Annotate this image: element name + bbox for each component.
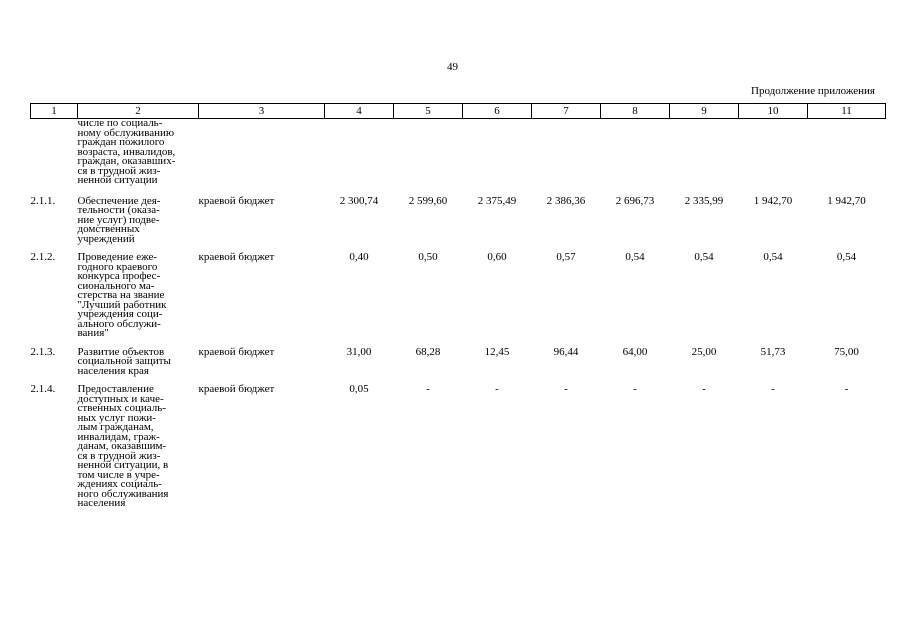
budget-table xyxy=(30,103,886,509)
table-row xyxy=(31,376,886,509)
row-name: Проведение еже- годного краевого конкурса профес- сионального ма- стерства на звание "Лучший работник учреждения соци- ального обслужи- вания" xyxy=(77,251,167,339)
row-value xyxy=(532,119,601,186)
table-row xyxy=(31,186,886,245)
column-header: 7 xyxy=(532,104,601,119)
row-value: - xyxy=(771,383,775,395)
row-number: 2.1.1. xyxy=(30,194,56,207)
row-source xyxy=(199,119,325,186)
row-value: - xyxy=(633,383,637,395)
row-value: 64,00 xyxy=(622,345,648,358)
row-value xyxy=(325,119,394,186)
continuation-label: Продолжение приложения xyxy=(751,85,875,97)
column-header: 11 xyxy=(808,104,886,119)
column-header: 9 xyxy=(670,104,739,119)
page-number: 49 xyxy=(447,61,458,73)
row-value: 2 375,49 xyxy=(477,194,517,207)
row-value: 75,00 xyxy=(834,345,859,358)
row-value: 2 386,36 xyxy=(546,194,586,207)
row-name: Предоставление доступных и каче- ственных социаль- ных услуг пожи- лым гражданам, инвалидам, граж- данам, оказавшим- ся в трудной жиз- ненной ситуации, в том числе в учре- ждениях социаль- ного обслуживания населения xyxy=(77,383,169,509)
row-value: 0,60 xyxy=(487,251,507,263)
row-value: - xyxy=(426,383,430,395)
row-number: 2.1.4. xyxy=(30,383,56,395)
row-value: 0,54 xyxy=(763,251,783,263)
column-header: 4 xyxy=(325,104,394,119)
row-value: - xyxy=(702,383,706,395)
row-value: - xyxy=(495,383,499,395)
row-value: 1 942,70 xyxy=(753,194,793,207)
row-value: 2 300,74 xyxy=(339,194,379,207)
row-source: краевой бюджет xyxy=(198,194,275,207)
row-source: краевой бюджет xyxy=(198,251,275,263)
row-name: Развитие объектов социальной защиты населения края xyxy=(77,345,171,377)
row-value: 25,00 xyxy=(691,345,717,358)
table-row xyxy=(31,119,886,186)
row-value: - xyxy=(564,383,568,395)
row-value xyxy=(601,119,670,186)
row-value xyxy=(808,119,886,186)
row-value: 1 942,70 xyxy=(827,194,866,207)
row-value: 0,05 xyxy=(349,383,369,395)
row-value: 51,73 xyxy=(760,345,786,358)
column-header: 10 xyxy=(739,104,808,119)
row-value: 0,54 xyxy=(836,251,857,263)
column-header: 5 xyxy=(394,104,463,119)
row-value: 0,40 xyxy=(349,251,369,263)
row-name: Обеспечение дея- тельности (оказа- ние услуг) подве- домственных учреждений xyxy=(77,194,161,245)
row-number: 2.1.3. xyxy=(30,345,56,358)
column-header: 1 xyxy=(31,104,78,119)
row-value: 12,45 xyxy=(484,345,510,358)
row-value: 0,50 xyxy=(418,251,438,263)
column-header: 8 xyxy=(601,104,670,119)
column-header: 2 xyxy=(78,104,199,119)
row-source: краевой бюджет xyxy=(198,345,275,358)
row-value: 2 696,73 xyxy=(615,194,655,207)
row-value: - xyxy=(844,383,849,395)
table-row xyxy=(31,244,886,339)
row-number: 2.1.2. xyxy=(30,251,56,263)
column-header: 3 xyxy=(199,104,325,119)
row-value: 31,00 xyxy=(346,345,372,358)
row-value: 2 599,60 xyxy=(408,194,448,207)
row-value: 0,54 xyxy=(625,251,645,263)
row-value: 0,57 xyxy=(556,251,576,263)
column-header: 6 xyxy=(463,104,532,119)
row-source: краевой бюджет xyxy=(198,383,275,395)
row-value: 2 335,99 xyxy=(684,194,724,207)
row-value: 96,44 xyxy=(553,345,579,358)
row-value: 68,28 xyxy=(415,345,441,358)
table-row xyxy=(31,339,886,377)
row-number xyxy=(31,119,78,186)
row-value xyxy=(670,119,739,186)
row-name: числе по социаль- ному обслуживанию граждан пожилого возраста, инвалидов, граждан, оказавших- ся в трудной жиз- ненной ситуации xyxy=(77,117,176,186)
row-value xyxy=(394,119,463,186)
row-value xyxy=(463,119,532,186)
row-value: 0,54 xyxy=(694,251,714,263)
row-value xyxy=(739,119,808,186)
